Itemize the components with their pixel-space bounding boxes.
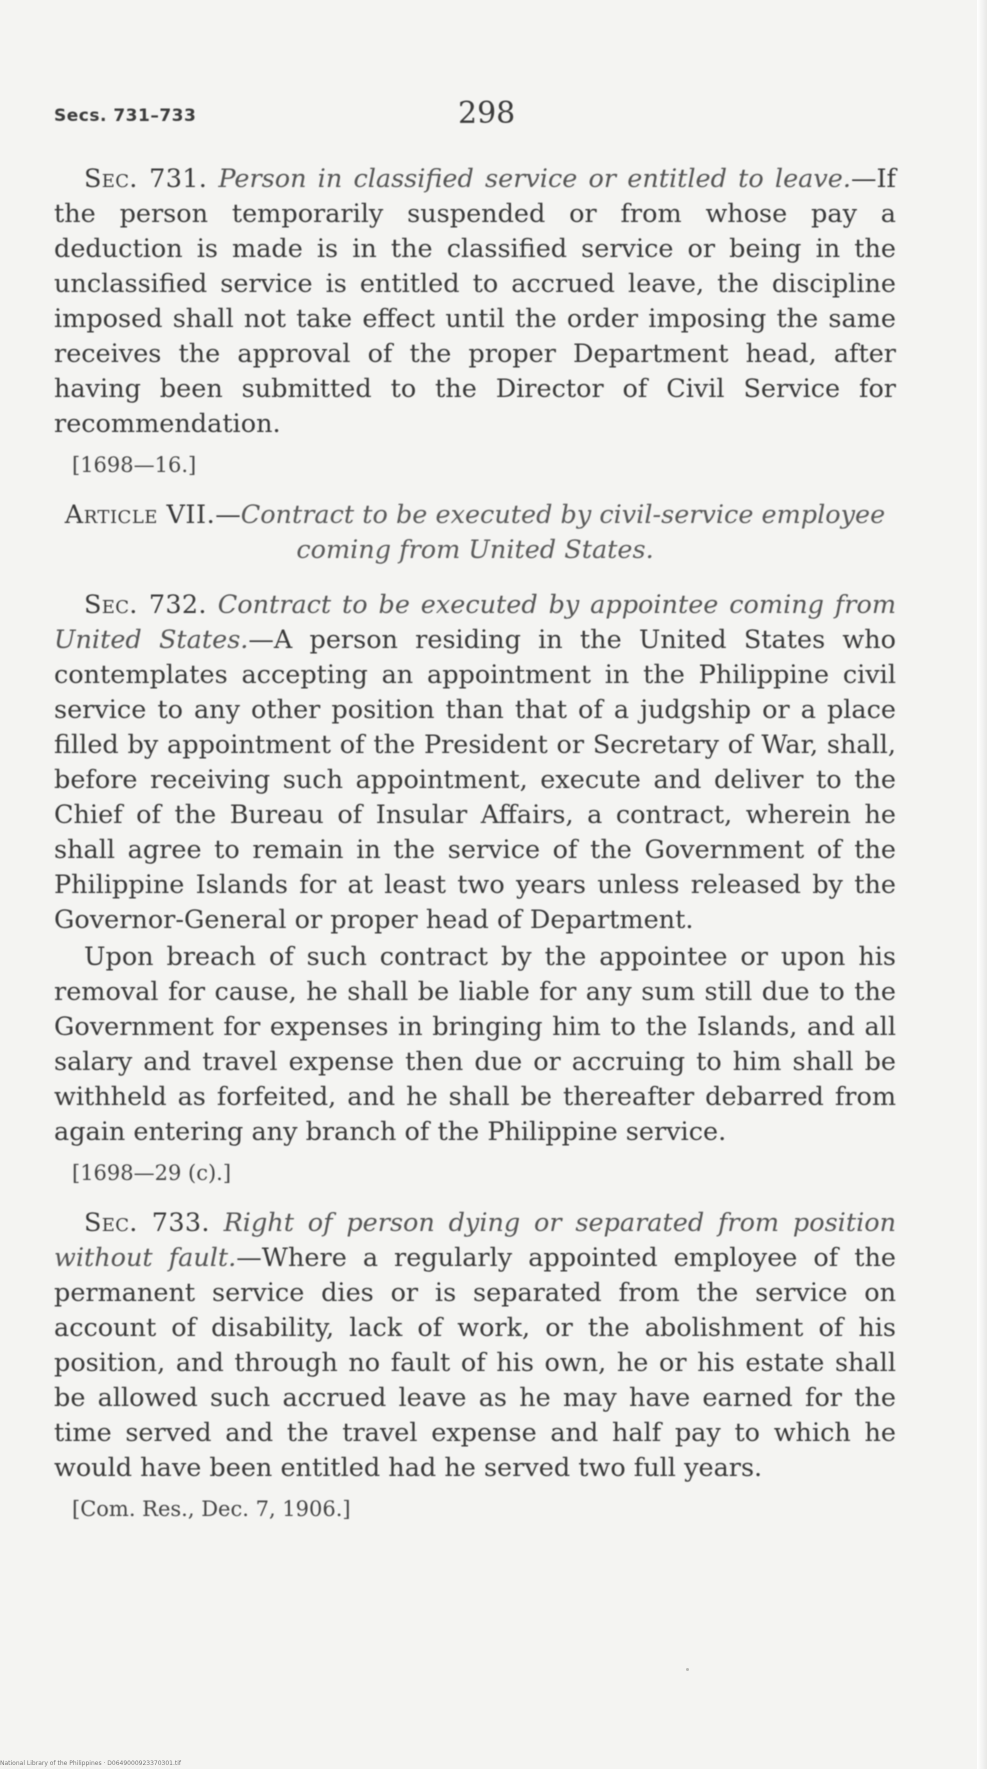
section-731-dash: — bbox=[850, 164, 877, 194]
section-731-paragraph bbox=[54, 162, 896, 442]
section-733 bbox=[54, 1206, 896, 1524]
book-page bbox=[54, 96, 896, 1542]
section-732-body: A person residing in the United States who contemplates accepting an appointment in the Philippine civil service to any other position than that of a judgship or a place filled by appointment of the President or Secretary of War, shall, before receiving such appointment, execute and deliver to the Chief of the Bureau of Insular Affairs, a contract, wherein he shall agree to remain in the service of the Government of the Philippine Islands for at least two years unless released by the Governor-General or proper head of Department. bbox=[54, 625, 896, 935]
scan-speck bbox=[686, 1668, 689, 1671]
section-731-label: Sec. 731. bbox=[84, 164, 208, 194]
running-head bbox=[54, 96, 896, 138]
archive-stamp: National Library of the Philippines · D0649000923370301.tif bbox=[0, 1760, 182, 1767]
section-732-paragraph bbox=[54, 588, 896, 938]
section-732-paragraph-2: Upon breach of such contract by the appointee or upon his removal for cause, he shall be liable for any sum still due to the Government for expenses in bringing him to the Islands, and all salary and travel expense then due or accruing to him shall be withheld as forfeited, and he shall be thereafter debarred from again entering any branch of the Philippine service. bbox=[54, 942, 896, 1147]
section-733-dash: — bbox=[236, 1243, 262, 1273]
section-731-body: If the person temporarily suspended or from whose pay a deduction is made is in the classified service or being in the unclassified service is entitled to accrued leave, the discipline imposed shall not take effect until the order imposing the same receives the approval of the proper Department head, after having been submitted to the Director of Civil Service for recommendation. bbox=[54, 164, 896, 439]
section-732-dash: — bbox=[248, 625, 274, 655]
article-7-dash: — bbox=[215, 500, 241, 530]
section-731-title: Person in classified service or entitled to leave. bbox=[218, 164, 851, 194]
section-732-source: [1698—29 (c).] bbox=[72, 1161, 232, 1185]
section-732 bbox=[54, 588, 896, 1188]
section-732-label: Sec. 732. bbox=[84, 590, 207, 620]
section-731 bbox=[54, 162, 896, 480]
section-732-title: Contract to be executed by appointee coming from United States. bbox=[54, 590, 896, 655]
article-7-label: Article VII. bbox=[64, 500, 216, 530]
section-731-source: [1698—16.] bbox=[72, 453, 197, 477]
section-733-source: [Com. Res., Dec. 7, 1906.] bbox=[72, 1497, 351, 1521]
scan-edge bbox=[977, 0, 987, 1769]
article-7-heading bbox=[54, 498, 896, 568]
article-7-title: Contract to be executed by civil-service employee coming from United States. bbox=[240, 500, 886, 565]
section-733-body: Where a regularly appointed employee of the permanent service dies or is separated from the service on account of disability, lack of work, or the abolishment of his position, and through no fault of his own, he or his estate shall be allowed such accrued leave as he may have earned for the time served and the travel expense and half pay to which he would have been entitled had he served two full years. bbox=[54, 1243, 896, 1483]
running-head-sections: Secs. 731–733 bbox=[54, 106, 197, 126]
section-733-label: Sec. 733. bbox=[84, 1208, 210, 1238]
page-number: 298 bbox=[458, 96, 516, 131]
section-733-paragraph bbox=[54, 1206, 896, 1486]
section-733-title: Right of person dying or separated from position without fault. bbox=[54, 1208, 896, 1273]
